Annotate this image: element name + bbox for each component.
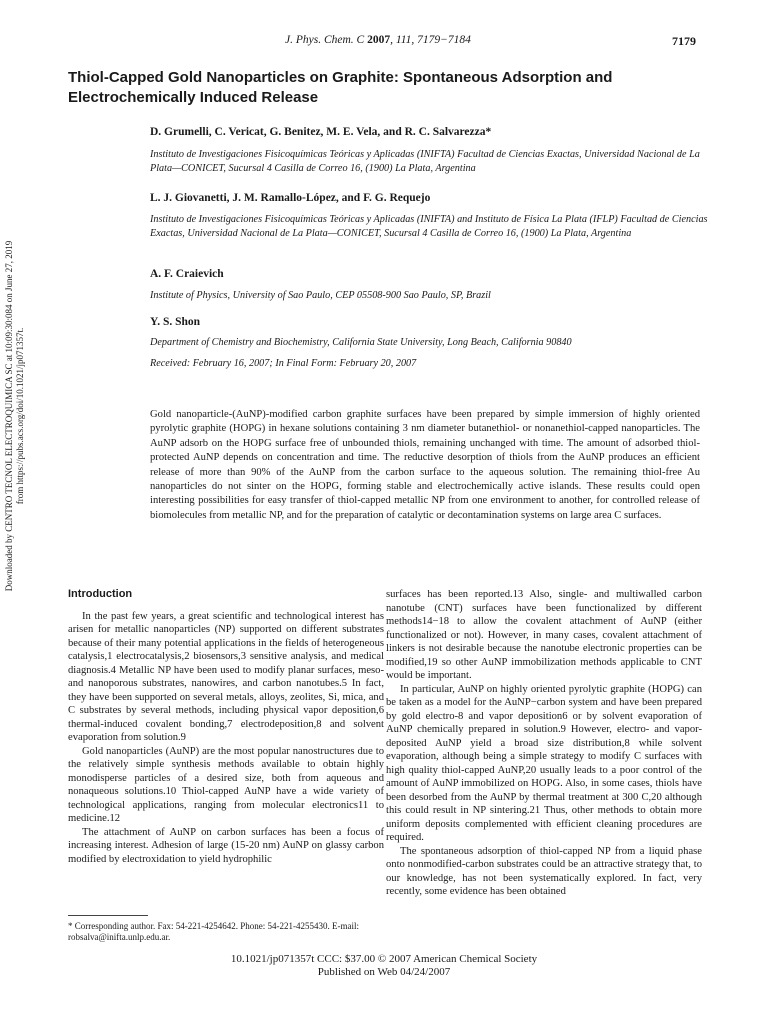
footnote-rule <box>68 915 148 916</box>
journal-pages: 7179−7184 <box>417 34 471 46</box>
journal-citation: J. Phys. Chem. C 2007, 111, 7179−7184 <box>285 34 471 46</box>
right-paragraph-1: surfaces has been reported.13 Also, single- and multiwalled carbon nanotube (CNT) surfaces have been functionalized by different methods14−18 to allow the covalent attachment of AuNP (either functionalized or not). However, in many cases, covalent attachment of linkers is not desirable because the nanotube electronic properties can be modified,19 so other AuNP immobilization methods applicable to CNT would be important. <box>386 589 702 681</box>
abstract: Gold nanoparticle-(AuNP)-modified carbon graphite surfaces have been prepared by simple immersion of highly oriented pyrolytic graphite (HOPG) in hexane solutions containing 3 nm diameter butanethiol- or nonanethiol-capped nanoparticles. The AuNP adsorb on the HOPG surface free of unbounded thiols, remaining unchanged with time. The amount of adsorbed thiol-protected AuNP depends on concentration and time. The reductive desorption of thiols from the AuNP produces an efficient release of more than 90% of the AuNP from the carbon surface to the aqueous solution. The remaining thiol-free Au nanoparticles do not sinter on the HOPG, forming stable and electrochemically active islands. These results could open interesting possibilities for easy transfer of thiol-capped metallic NP from one environment to another, for controlled release of biomolecules from metallic NP, and for the preparation of catalytic or decontamination systems on large area C surfaces. <box>150 409 700 521</box>
doi-copyright: 10.1021/jp071357t CCC: $37.00 © 2007 American Chemical Society <box>230 953 538 965</box>
article-title: Thiol-Capped Gold Nanoparticles on Graphite: Spontaneous Adsorption and Electrochemically Induced Release <box>68 69 613 106</box>
right-column <box>386 588 702 899</box>
corresponding-author-footnote: * Corresponding author. Fax: 54-221-4254642. Phone: 54-221-4255430. E-mail: robsalva@inifta.unlp.edu.ar. <box>68 921 359 942</box>
right-paragraph-3: The spontaneous adsorption of thiol-capped NP from a liquid phase onto nonmodified-carbon substrates could be an attractive strategy that, to our knowledge, has not been systematically explored. In fact, very recently, some evidence has been obtained <box>386 845 702 897</box>
affiliation-4: Department of Chemistry and Biochemistry, California State University, Long Beach, California 90840 <box>150 337 572 348</box>
author-names-2: L. J. Giovanetti, J. M. Ramallo-López, and F. G. Requejo <box>150 192 431 204</box>
left-column <box>68 588 384 866</box>
affiliation-2: Instituto de Investigaciones Fisicoquímicas Teóricas y Aplicadas (INIFTA) and Instituto de Física La Plata (IFLP) Facultad de Ciencias Exactas, Universidad Nacional de La Plata—CONICET, Sucursal 4 Casilla de Correo 16, (1900) La Plata, Argentina <box>150 214 708 239</box>
page-number: 7179 <box>672 34 696 48</box>
left-paragraph-3: The attachment of AuNP on carbon surfaces has been a focus of increasing interest. Adhesion of large (15-20 nm) AuNP on glassy carbon modified by electroxidation to yield hydrophilic <box>68 826 384 865</box>
journal-name: J. Phys. Chem. C <box>285 34 365 46</box>
right-paragraph-2: In particular, AuNP on highly oriented pyrolytic graphite (HOPG) can be taken as a model for the AuNP−carbon system and have been prepared by gold electro-8 and vapor deposition6 or by solvent evaporation of AuNP chemically prepared in solution.9 However, electro- and vapor-deposited AuNP yield a broad size distribution,8 while solvent evaporation, although being a simple strategy to modify C surfaces with high quality thiol-capped AuNP,20 usually leads to a poor control of the amount of AuNP immobilized on HOPG. Also, in some cases, thiols have been desorbed from the AuNP by thermal treatment at 300 C,20 although this could result in NP sintering.21 Thus, other methods to obtain more uniform deposits complemented with efficient cleaning procedures are required. <box>386 683 702 843</box>
left-paragraph-2: Gold nanoparticles (AuNP) are the most popular nanostructures due to the relatively simple synthesis methods available to obtain highly monodisperse particles of a desired size, both from aqueous and nonaqueous solutions.10 Thiol-capped AuNP have a wide variety of technological applications, ranging from molecular electronics11 to medicine.12 <box>68 745 384 824</box>
author-names-1: D. Grumelli, C. Vericat, G. Benitez, M. E. Vela, and R. C. Salvarezza* <box>150 126 492 138</box>
affiliation-3: Institute of Physics, University of Sao Paulo, CEP 05508-900 Sao Paulo, SP, Brazil <box>150 290 491 301</box>
affiliation-1: Instituto de Investigaciones Fisicoquímicas Teóricas y Aplicadas (INIFTA) Facultad de Ciencias Exactas, Universidad Nacional de La Plata—CONICET, Sucursal 4 Casilla de Correo 16, (1900) La Plata, Argentina <box>150 149 700 174</box>
download-line-2: from https://pubs.acs.org/doi/10.1021/jp071357t. <box>15 327 25 505</box>
author-names-3: A. F. Craievich <box>150 268 224 280</box>
author-names-4: Y. S. Shon <box>150 316 201 328</box>
published-date: Published on Web 04/24/2007 <box>317 966 451 978</box>
left-paragraph-1: In the past few years, a great scientific and technological interest has arisen for metallic nanoparticles (NP) supported on different substrates because of their many potential applications in the fields of heterogeneous catalysis,1 electrocatalysis,2 biosensors,3 sensitive analysis, and medical diagnosis.4 Metallic NP have been used to modify planar surfaces, meso- and nanoporous substrates, nanowires, and carbon nanotubes.5 In fact, they have been supported on several metals, alloys, zeolites, Si, mica, and C substrates by several methods, including physical vapor deposition,6 thermal-induced covalent bonding,7 electrodeposition,8 and solvent evaporation from solution.9 <box>68 610 384 743</box>
journal-volume: 111 <box>395 34 412 46</box>
download-line-1: Downloaded by CENTRO TECNOL ELECTROQUIMICA SC at 10:09:30:084 on June 27, 2019 <box>4 240 14 592</box>
intro-heading: Introduction <box>68 588 133 600</box>
received-dates: Received: February 16, 2007; In Final Form: February 20, 2007 <box>150 358 417 369</box>
journal-year: 2007 <box>367 34 391 46</box>
download-watermark <box>4 156 26 676</box>
page-footer <box>0 953 768 979</box>
